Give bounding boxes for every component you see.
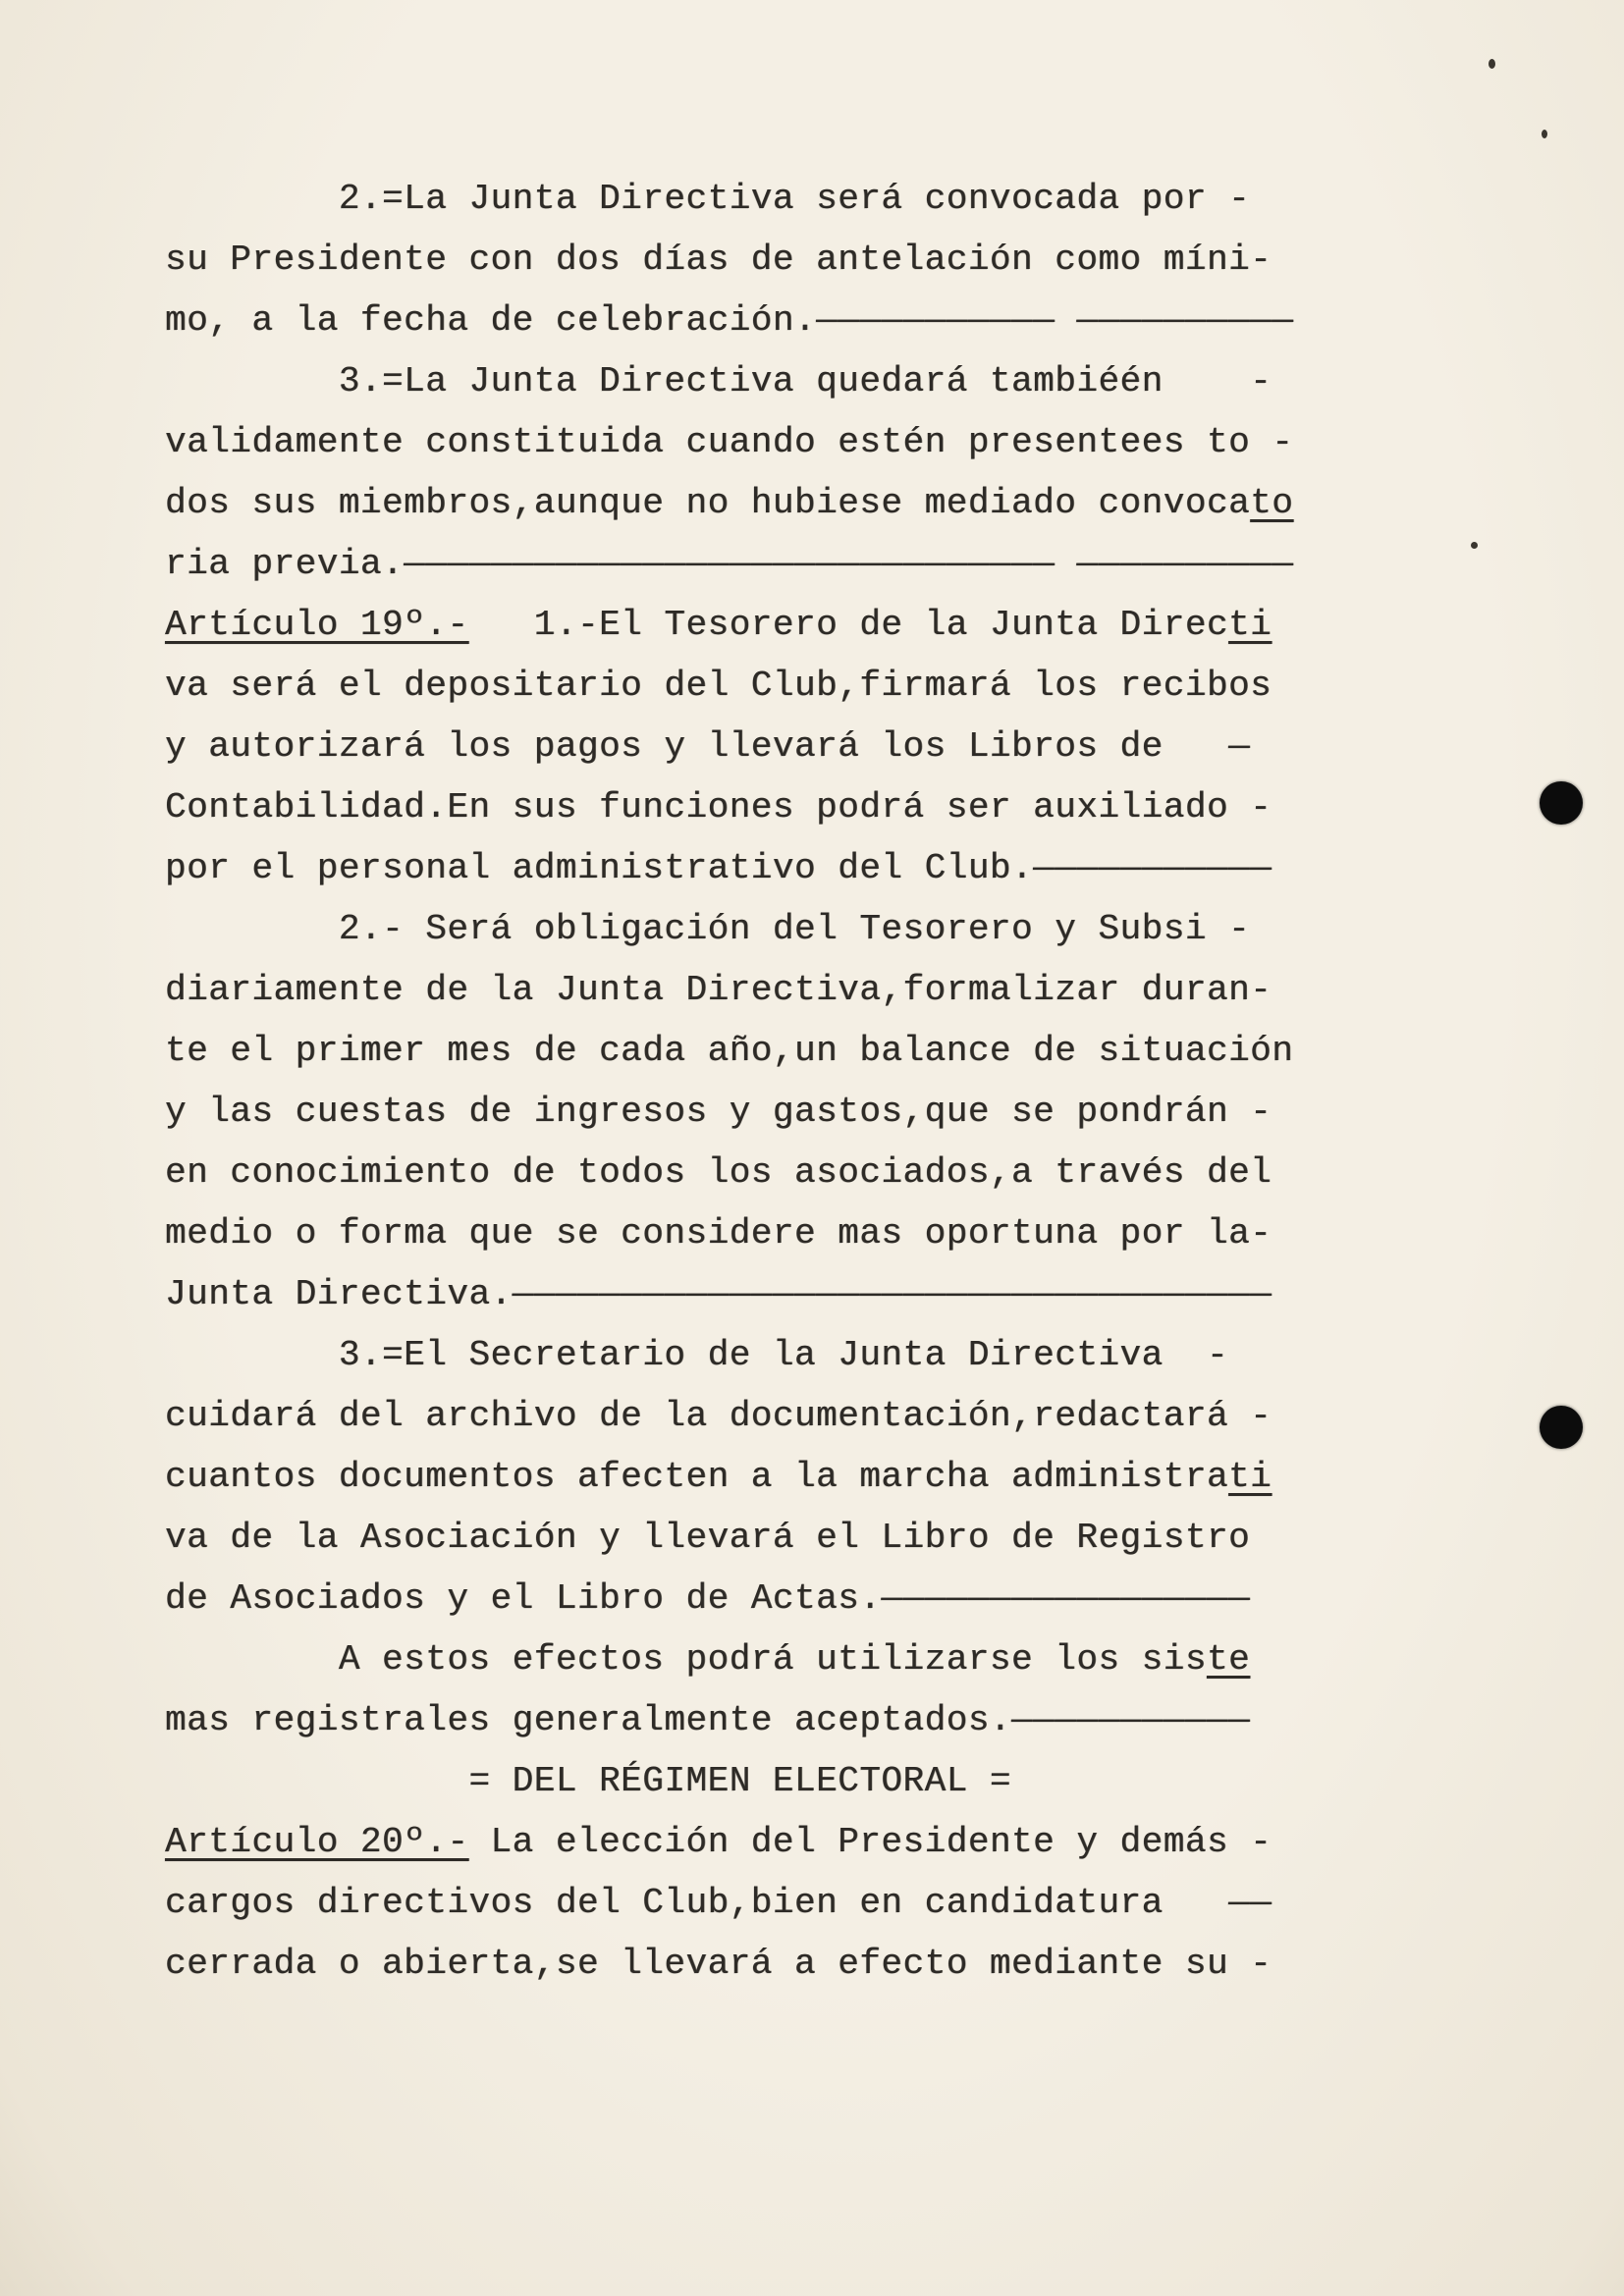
line-underlined-head: Artículo 19º.- bbox=[165, 605, 469, 645]
line-text: cargos directivos del Club,bien en candidatura —— bbox=[165, 1883, 1272, 1923]
text-line bbox=[165, 960, 1293, 1021]
text-line bbox=[165, 1082, 1293, 1143]
text-line bbox=[165, 1812, 1293, 1873]
text-line bbox=[165, 1264, 1293, 1325]
text-line bbox=[165, 1751, 1293, 1812]
text-line bbox=[165, 1569, 1293, 1629]
line-text: diariamente de la Junta Directiva,formalizar duran- bbox=[165, 970, 1272, 1010]
line-text: 2.=La Junta Directiva será convocada por - bbox=[165, 179, 1251, 219]
line-text: medio o forma que se considere mas oportuna por la- bbox=[165, 1213, 1272, 1254]
text-line bbox=[165, 1325, 1293, 1386]
line-text: ria previa.—————————————————————————————— —————————— bbox=[165, 544, 1294, 584]
line-text: por el personal administrativo del Club.——————————— bbox=[165, 848, 1272, 888]
line-text: cerrada o abierta,se llevará a efecto mediante su - bbox=[165, 1944, 1272, 1984]
line-text: y las cuestas de ingresos y gastos,que se pondrán - bbox=[165, 1092, 1272, 1132]
text-line bbox=[165, 291, 1293, 351]
ink-speck bbox=[1489, 59, 1495, 69]
text-line bbox=[165, 412, 1293, 473]
line-text: de Asociados y el Libro de Actas.————————————————— bbox=[165, 1578, 1251, 1619]
line-text: 3.=El Secretario de la Junta Directiva - bbox=[165, 1335, 1229, 1375]
line-text: mo, a la fecha de celebración.——————————— —————————— bbox=[165, 300, 1294, 341]
text-line bbox=[165, 1447, 1293, 1508]
text-line bbox=[165, 777, 1293, 838]
text-line bbox=[165, 473, 1293, 534]
text-line bbox=[165, 534, 1293, 595]
line-underlined-tail: te bbox=[1206, 1639, 1251, 1680]
line-underlined-tail: ti bbox=[1228, 1457, 1272, 1497]
line-text: su Presidente con dos días de antelación como míni- bbox=[165, 240, 1272, 280]
line-text: en conocimiento de todos los asociados,a través del bbox=[165, 1152, 1272, 1193]
text-line bbox=[165, 169, 1293, 230]
text-line bbox=[165, 1629, 1293, 1690]
line-text: cuidará del archivo de la documentación,redactará - bbox=[165, 1396, 1272, 1436]
line-text: 1.-El Tesorero de la Junta Direc bbox=[468, 605, 1229, 645]
text-line bbox=[165, 656, 1293, 717]
text-line bbox=[165, 717, 1293, 777]
text-line bbox=[165, 230, 1293, 291]
line-text: Contabilidad.En sus funciones podrá ser auxiliado - bbox=[165, 787, 1272, 828]
text-line bbox=[165, 1508, 1293, 1569]
line-underlined-tail: ti bbox=[1228, 605, 1272, 645]
line-text: cuantos documentos afecten a la marcha administra bbox=[165, 1457, 1229, 1497]
line-text: validamente constituida cuando estén presentees to - bbox=[165, 422, 1294, 462]
line-text: va será el depositario del Club,firmará los recibos bbox=[165, 666, 1272, 706]
document-text bbox=[165, 169, 1293, 1995]
line-text: mas registrales generalmente aceptados.——————————— bbox=[165, 1700, 1251, 1740]
text-line bbox=[165, 595, 1293, 656]
text-line bbox=[165, 1386, 1293, 1447]
punch-hole-mark-top bbox=[1540, 781, 1583, 825]
text-line bbox=[165, 1690, 1293, 1751]
line-text: te el primer mes de cada año,un balance de situación bbox=[165, 1031, 1294, 1071]
text-line bbox=[165, 1143, 1293, 1203]
line-underlined-tail: to bbox=[1250, 483, 1294, 523]
line-text: dos sus miembros,aunque no hubiese mediado convoca bbox=[165, 483, 1251, 523]
line-text: y autorizará los pagos y llevará los Libros de — bbox=[165, 726, 1251, 767]
line-text: = DEL RÉGIMEN ELECTORAL = bbox=[165, 1761, 1012, 1801]
text-line bbox=[165, 1934, 1293, 1995]
ink-speck bbox=[1542, 130, 1547, 138]
punch-hole-mark-bottom bbox=[1540, 1406, 1583, 1449]
line-text: Junta Directiva.——————————————————————————————————— bbox=[165, 1274, 1272, 1314]
line-underlined-head: Artículo 20º.- bbox=[165, 1822, 469, 1862]
line-text: va de la Asociación y llevará el Libro de Registro bbox=[165, 1518, 1251, 1558]
text-line bbox=[165, 1021, 1293, 1082]
text-line bbox=[165, 1873, 1293, 1934]
line-text: 3.=La Junta Directiva quedará tambiéén - bbox=[165, 361, 1272, 401]
line-text: A estos efectos podrá utilizarse los sis bbox=[165, 1639, 1207, 1680]
ink-speck bbox=[1471, 542, 1478, 549]
line-text: La elección del Presidente y demás - bbox=[468, 1822, 1272, 1862]
text-line bbox=[165, 838, 1293, 899]
text-line bbox=[165, 351, 1293, 412]
text-line bbox=[165, 899, 1293, 960]
line-text: 2.- Será obligación del Tesorero y Subsi - bbox=[165, 909, 1251, 949]
text-line bbox=[165, 1203, 1293, 1264]
